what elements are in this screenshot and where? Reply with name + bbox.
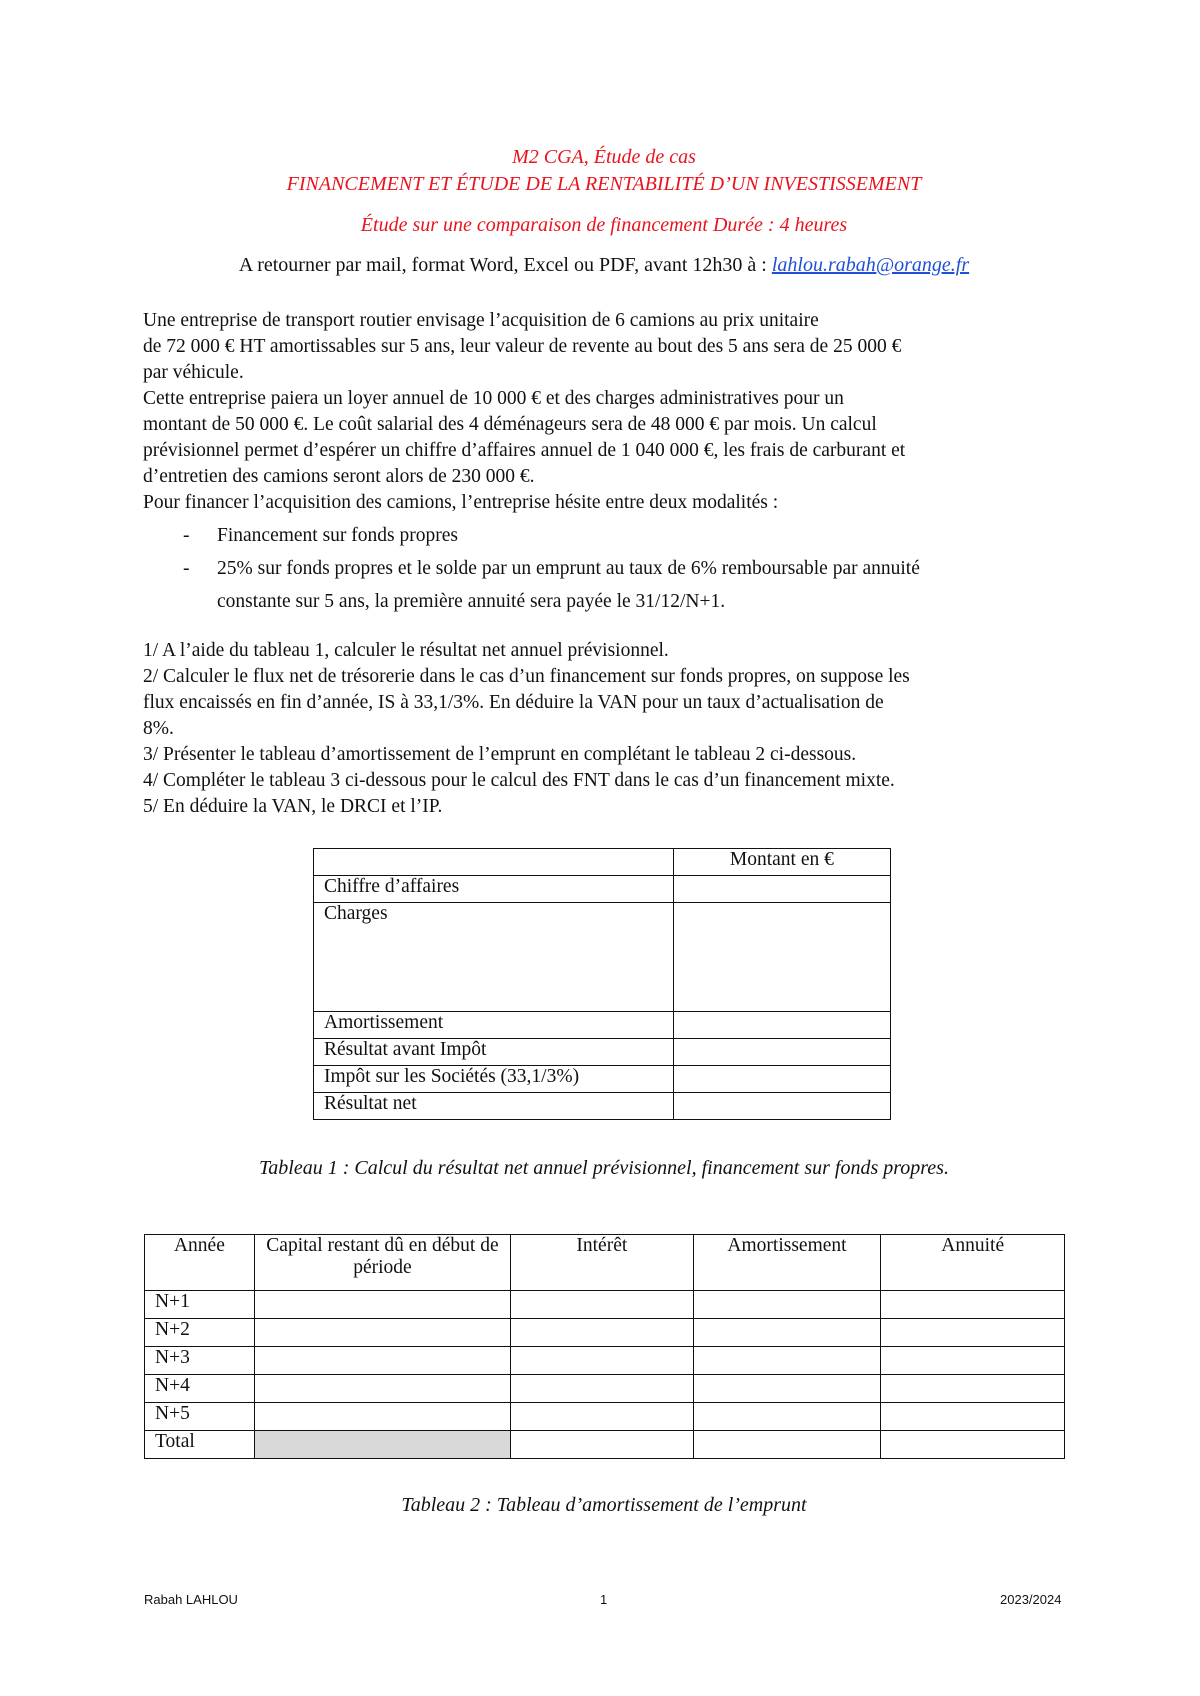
paragraph-line: par véhicule. — [143, 362, 244, 383]
paragraph-line: Pour financer l’acquisition des camions, l’entreprise hésite entre deux modalités : — [143, 492, 779, 513]
financing-options — [183, 519, 1073, 618]
amortization-cell[interactable] — [693, 1403, 881, 1431]
question-line: flux encaissés en fin d’année, IS à 33,1/3%. En déduire la VAN pour un taux d’actualisation de — [143, 692, 884, 713]
shaded-cell — [254, 1431, 510, 1459]
table-row — [314, 1039, 891, 1066]
column-header: Montant en € — [673, 849, 890, 876]
amortization-cell[interactable] — [693, 1347, 881, 1375]
capital-cell[interactable] — [254, 1347, 510, 1375]
list-item-continuation: constante sur 5 ans, la première annuité sera payée le 31/12/N+1. — [217, 591, 726, 612]
year-label: Total — [145, 1431, 255, 1459]
course-title: M2 CGA, Étude de cas — [512, 146, 696, 168]
table1-caption: Tableau 1 : Calcul du résultat net annuel prévisionnel, financement sur fonds propres. — [259, 1157, 949, 1179]
value-cell[interactable] — [673, 1039, 890, 1066]
interest-cell[interactable] — [511, 1291, 694, 1319]
interest-cell[interactable] — [511, 1403, 694, 1431]
capital-cell[interactable] — [254, 1403, 510, 1431]
list-item: - Financement sur fonds propres — [183, 525, 458, 546]
table-row — [314, 1066, 891, 1093]
row-label: Impôt sur les Sociétés (33,1/3%) — [314, 1066, 674, 1093]
annuity-cell[interactable] — [881, 1347, 1065, 1375]
table-header-row — [145, 1235, 1065, 1291]
row-label: Chiffre d’affaires — [314, 876, 674, 903]
column-header: Année — [145, 1235, 255, 1291]
submission-instruction — [144, 254, 1064, 277]
annuity-cell[interactable] — [881, 1319, 1065, 1347]
table-row — [145, 1319, 1065, 1347]
email-link[interactable]: lahlou.rabah@orange.fr — [771, 254, 970, 276]
table-row — [145, 1375, 1065, 1403]
question-line: 8%. — [143, 718, 174, 739]
table-row — [145, 1403, 1065, 1431]
annuity-cell[interactable] — [881, 1375, 1065, 1403]
question-line: 5/ En déduire la VAN, le DRCI et l’IP. — [143, 796, 443, 817]
table-row — [314, 903, 891, 1012]
table-row — [145, 1291, 1065, 1319]
year-label: N+5 — [145, 1403, 255, 1431]
case-description — [143, 308, 1068, 516]
footer-year: 2023/2024 — [1000, 1592, 1062, 1607]
amortization-cell[interactable] — [693, 1319, 881, 1347]
table-row — [145, 1347, 1065, 1375]
interest-cell[interactable] — [511, 1375, 694, 1403]
table-row — [314, 1012, 891, 1039]
footer-page-number: 1 — [600, 1592, 608, 1607]
capital-cell[interactable] — [254, 1291, 510, 1319]
question-line: 4/ Compléter le tableau 3 ci-dessous pour le calcul des FNT dans le cas d’un financement mixte. — [143, 770, 895, 791]
paragraph-line: prévisionnel permet d’espérer un chiffre d’affaires annuel de 1 040 000 €, les frais de carburant et — [143, 440, 906, 461]
table-header-row — [314, 849, 891, 876]
question-line: 1/ A l’aide du tableau 1, calculer le résultat net annuel prévisionnel. — [143, 640, 669, 661]
value-cell[interactable] — [673, 876, 890, 903]
year-label: N+4 — [145, 1375, 255, 1403]
amortization-cell[interactable] — [693, 1291, 881, 1319]
column-header: Intérêt — [511, 1235, 694, 1291]
capital-cell[interactable] — [254, 1375, 510, 1403]
amortization-cell[interactable] — [693, 1431, 881, 1459]
column-header: Capital restant dû en début de période — [254, 1235, 510, 1291]
annuity-cell[interactable] — [881, 1431, 1065, 1459]
row-label: Résultat avant Impôt — [314, 1039, 674, 1066]
value-cell[interactable] — [673, 1066, 890, 1093]
paragraph-line: montant de 50 000 €. Le coût salarial des 4 déménageurs sera de 48 000 € par mois. Un calcul — [143, 414, 877, 435]
paragraph-line: de 72 000 € HT amortissables sur 5 ans, leur valeur de revente au bout des 5 ans sera de 25 000 € — [143, 336, 902, 357]
row-label: Résultat net — [314, 1093, 674, 1120]
year-label: N+1 — [145, 1291, 255, 1319]
questions — [143, 638, 1068, 820]
document-title: FINANCEMENT ET ÉTUDE DE LA RENTABILITÉ D’UN INVESTISSEMENT — [286, 173, 922, 195]
value-cell[interactable] — [673, 1093, 890, 1120]
paragraph-line: Cette entreprise paiera un loyer annuel de 10 000 € et des charges administratives pour un — [143, 388, 844, 409]
list-item: - 25% sur fonds propres et le solde par un emprunt au taux de 6% remboursable par annuité — [183, 558, 920, 579]
table-row — [314, 876, 891, 903]
column-header: Annuité — [881, 1235, 1065, 1291]
question-line: 2/ Calculer le flux net de trésorerie dans le cas d’un financement sur fonds propres, on suppose les — [143, 666, 910, 687]
annuity-cell[interactable] — [881, 1291, 1065, 1319]
table2-caption: Tableau 2 : Tableau d’amortissement de l’emprunt — [401, 1494, 807, 1516]
annuity-cell[interactable] — [881, 1403, 1065, 1431]
income-statement-table — [313, 848, 891, 1120]
value-cell[interactable] — [673, 1012, 890, 1039]
interest-cell[interactable] — [511, 1347, 694, 1375]
instruction-text: A retourner par mail, format Word, Excel ou PDF, avant 12h30 à : — [238, 254, 772, 276]
paragraph-line: Une entreprise de transport routier envisage l’acquisition de 6 camions au prix unitaire — [143, 310, 819, 331]
interest-cell[interactable] — [511, 1431, 694, 1459]
loan-amortization-table — [144, 1234, 1065, 1459]
table-row-total — [145, 1431, 1065, 1459]
question-line: 3/ Présenter le tableau d’amortissement de l’emprunt en complétant le tableau 2 ci-dessous. — [143, 744, 857, 765]
column-header: Amortissement — [693, 1235, 881, 1291]
year-label: N+3 — [145, 1347, 255, 1375]
document-subtitle: Étude sur une comparaison de financement Durée : 4 heures — [360, 214, 848, 236]
row-label: Charges — [314, 903, 674, 1012]
interest-cell[interactable] — [511, 1319, 694, 1347]
table-row — [314, 1093, 891, 1120]
row-label: Amortissement — [314, 1012, 674, 1039]
paragraph-line: d’entretien des camions seront alors de 230 000 €. — [143, 466, 535, 487]
footer-author: Rabah LAHLOU — [144, 1592, 238, 1607]
year-label: N+2 — [145, 1319, 255, 1347]
capital-cell[interactable] — [254, 1319, 510, 1347]
amortization-cell[interactable] — [693, 1375, 881, 1403]
value-cell[interactable] — [673, 903, 890, 1012]
